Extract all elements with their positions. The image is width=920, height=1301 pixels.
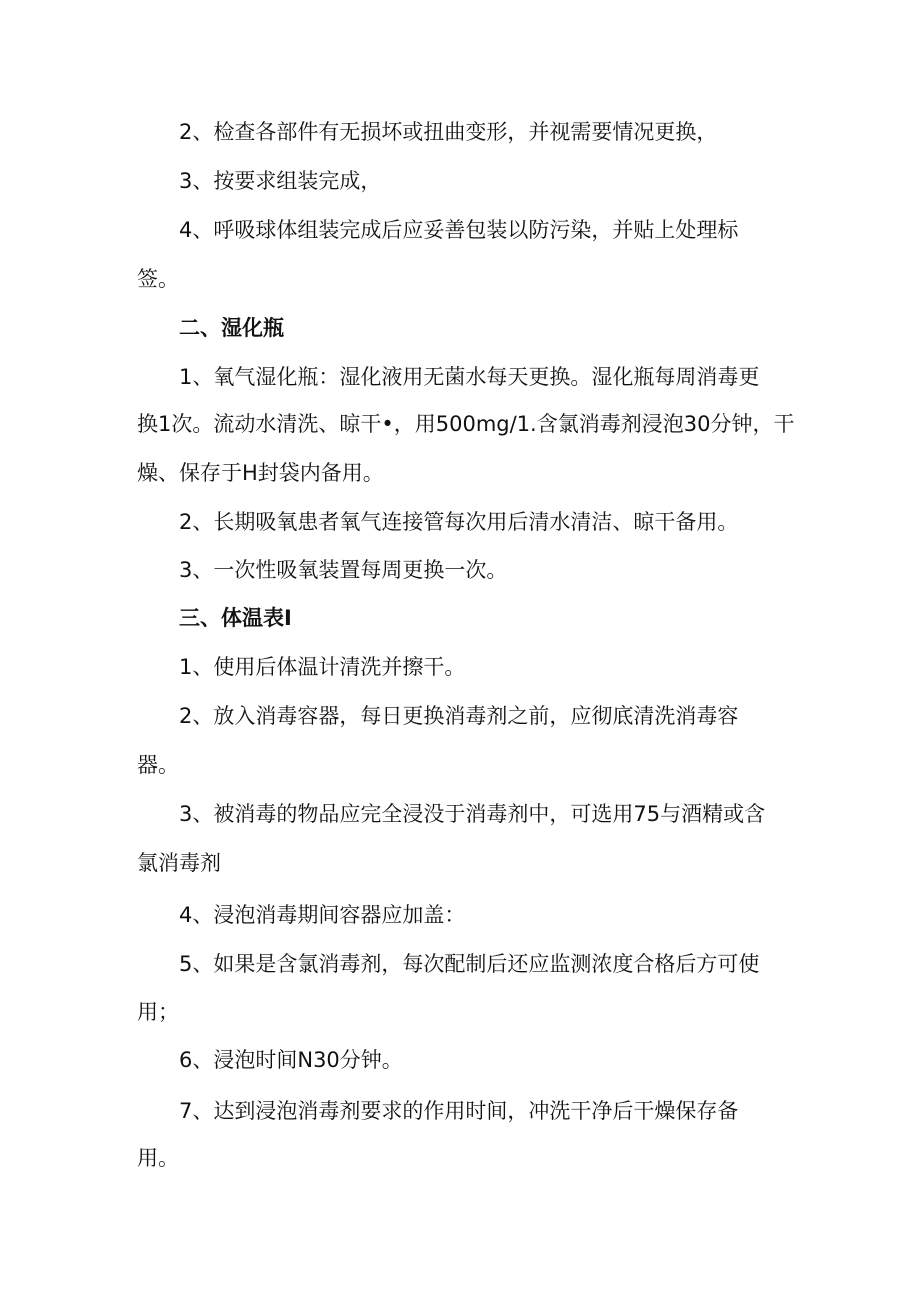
paragraph-line: 换1次。流动水清洗、晾干•，用500mg∕1.含氯消毒剂浸泡30分钟，干 <box>137 412 795 436</box>
paragraph-line: 6、浸泡时间N30分钟。 <box>179 1048 403 1072</box>
section-heading: 二、湿化瓶 <box>179 316 284 340</box>
paragraph-line: 4、浸泡消毒期间容器应加盖： <box>179 903 466 927</box>
paragraph-line: 氯消毒剂 <box>137 851 221 875</box>
paragraph-line: 签。 <box>137 267 179 291</box>
section-heading: 三、体温表I <box>179 606 292 630</box>
paragraph-line: 3、被消毒的物品应完全浸没于消毒剂中，可选用75与酒精或含 <box>179 802 766 826</box>
paragraph-line: 5、如果是含氯消毒剂，每次配制后还应监测浓度合格后方可使 <box>179 952 760 976</box>
paragraph-line: 1、使用后体温计清洗并擦干。 <box>179 655 466 679</box>
paragraph-line: 3、按要求组装完成， <box>179 169 382 193</box>
paragraph-line: 1、氧气湿化瓶：湿化液用无菌水每天更换。湿化瓶每周消毒更 <box>179 365 760 389</box>
paragraph-line: 3、一次性吸氧装置每周更换一次。 <box>179 558 508 582</box>
paragraph-line: 7、达到浸泡消毒剂要求的作用时间，冲洗干净后干燥保存备 <box>179 1099 739 1123</box>
paragraph-line: 2、放入消毒容器，每日更换消毒剂之前，应彻底清洗消毒容 <box>179 704 739 728</box>
paragraph-line: 2、长期吸氧患者氧气连接管每次用后清水清洁、晾干备用。 <box>179 510 739 534</box>
paragraph-line: 2、检查各部件有无损坏或扭曲变形，并视需要情况更换， <box>179 120 718 144</box>
paragraph-line: 器。 <box>137 753 179 777</box>
paragraph-line: 燥、保存于H封袋内备用。 <box>137 461 384 485</box>
paragraph-line: 用； <box>137 1000 179 1024</box>
paragraph-line: 用。 <box>137 1146 179 1170</box>
paragraph-line: 4、呼吸球体组装完成后应妥善包装以防污染，并贴上处理标 <box>179 218 739 242</box>
